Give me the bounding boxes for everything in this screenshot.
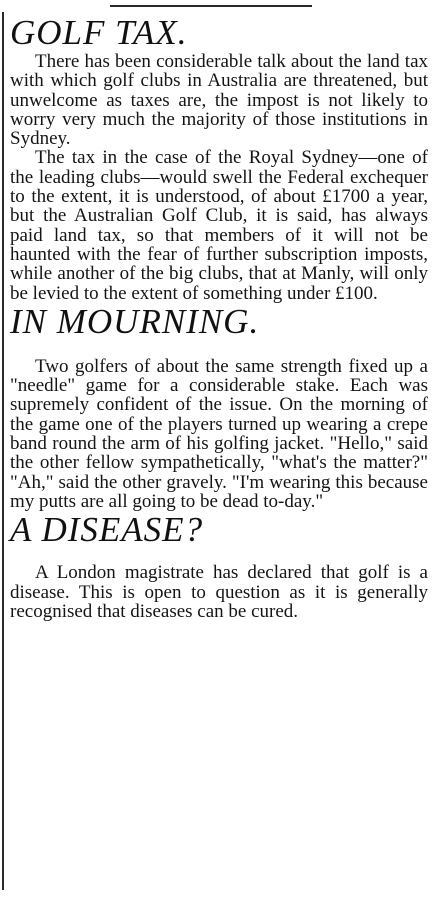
article-paragraph: Two golfers of about the same strength fixed up a "needle" game for a considerable stake. Each was supremely confident of the issue. On the morning of the game one of the players turned up wearing a crepe band round the arm of his golfing jacket. "Hello," said the other fellow sympathetically, "what's the matter?" "Ah," said the other gravely. "I'm wearing this because my putts are all going to be dead to-day." [10,355,428,512]
newspaper-column [10,14,428,621]
article-heading: A DISEASE? [10,510,204,550]
article-heading: IN MOURNING. [10,301,260,341]
article-paragraph: The tax in the case of the Royal Sydney—one of the leading clubs—would swell the Federal exchequer to the extent, it is understood, of about £1700 a year, but the Australian Golf Club, it is said, has always paid land tax, so that members of it will not be haunted with the fear of further subscription imposts, while another of the big clubs, that at Manly, will only be levied to the extent of something under £100. [10,147,428,304]
column-left-rule [2,12,4,890]
article-paragraph: There has been considerable talk about the land tax with which golf clubs in Australia are threatened, but unwelcome as taxes are, the impost is not likely to worry very much the majority of those institutions in Sydney. [10,51,428,150]
article-golf-tax [10,14,428,303]
article-paragraph: A London magistrate has declared that golf is a disease. This is open to question as it is generally recognised that diseases can be cured. [10,562,428,622]
article-in-mourning [10,303,428,511]
column-top-rule [110,5,312,7]
article-a-disease [10,511,428,621]
article-heading: GOLF TAX. [10,13,188,52]
